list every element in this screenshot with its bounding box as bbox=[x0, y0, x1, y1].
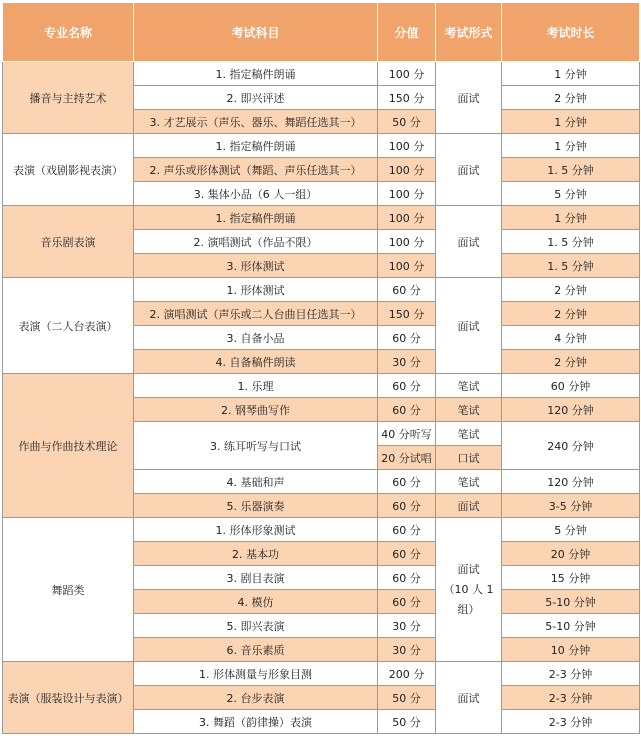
duration-cell: 120 分钟 bbox=[502, 470, 640, 494]
score-cell: 20 分试唱 bbox=[378, 446, 436, 470]
duration-cell: 60 分钟 bbox=[502, 374, 640, 398]
duration-cell: 2-3 分钟 bbox=[502, 662, 640, 686]
duration-cell: 5-10 分钟 bbox=[502, 590, 640, 614]
major-name-cell: 音乐剧表演 bbox=[3, 206, 134, 278]
duration-cell: 1. 5 分钟 bbox=[502, 254, 640, 278]
subject-cell: 4. 自备稿件朗读 bbox=[134, 350, 378, 374]
duration-cell: 20 分钟 bbox=[502, 542, 640, 566]
duration-cell: 2-3 分钟 bbox=[502, 686, 640, 710]
duration-cell: 2 分钟 bbox=[502, 350, 640, 374]
score-cell: 200 分 bbox=[378, 662, 436, 686]
duration-cell: 2 分钟 bbox=[502, 86, 640, 110]
exam-format-cell: 面试 bbox=[436, 134, 502, 206]
subject-cell: 2. 演唱测试（作品不限） bbox=[134, 230, 378, 254]
exam-format-cell: 笔试 bbox=[436, 398, 502, 422]
subject-cell: 2. 声乐或形体测试（舞蹈、声乐任选其一） bbox=[134, 158, 378, 182]
score-cell: 30 分 bbox=[378, 350, 436, 374]
subject-cell: 1. 形体测量与形象目测 bbox=[134, 662, 378, 686]
score-cell: 60 分 bbox=[378, 542, 436, 566]
duration-cell: 1 分钟 bbox=[502, 206, 640, 230]
subject-cell: 5. 即兴表演 bbox=[134, 614, 378, 638]
subject-cell: 3. 才艺展示（声乐、器乐、舞蹈任选其一） bbox=[134, 110, 378, 134]
subject-cell: 2. 演唱测试（声乐或二人台曲目任选其一） bbox=[134, 302, 378, 326]
table-header-row bbox=[3, 3, 640, 62]
exam-format-cell: 笔试 bbox=[436, 470, 502, 494]
exam-format-cell: 笔试 bbox=[436, 422, 502, 446]
subject-cell: 4. 基础和声 bbox=[134, 470, 378, 494]
duration-cell: 240 分钟 bbox=[502, 422, 640, 470]
subject-cell: 1. 指定稿件朗诵 bbox=[134, 62, 378, 86]
subject-cell: 3. 练耳听写与口试 bbox=[134, 422, 378, 470]
subject-cell: 1. 乐理 bbox=[134, 374, 378, 398]
duration-cell: 2 分钟 bbox=[502, 302, 640, 326]
score-cell: 30 分 bbox=[378, 614, 436, 638]
duration-cell: 1. 5 分钟 bbox=[502, 230, 640, 254]
score-cell: 60 分 bbox=[378, 566, 436, 590]
header-major: 专业名称 bbox=[3, 3, 134, 62]
major-name-cell: 播音与主持艺术 bbox=[3, 62, 134, 134]
duration-cell: 1. 5 分钟 bbox=[502, 158, 640, 182]
subject-cell: 3. 形体测试 bbox=[134, 254, 378, 278]
exam-format-cell: 面试 bbox=[436, 206, 502, 278]
score-cell: 100 分 bbox=[378, 254, 436, 278]
score-cell: 50 分 bbox=[378, 686, 436, 710]
table-row bbox=[3, 206, 640, 230]
score-cell: 100 分 bbox=[378, 62, 436, 86]
duration-cell: 2-3 分钟 bbox=[502, 710, 640, 734]
table-body bbox=[3, 62, 640, 734]
major-name-cell: 表演（戏剧影视表演） bbox=[3, 134, 134, 206]
table-row bbox=[3, 134, 640, 158]
score-cell: 100 分 bbox=[378, 182, 436, 206]
subject-cell: 1. 形体测试 bbox=[134, 278, 378, 302]
subject-cell: 3. 剧目表演 bbox=[134, 566, 378, 590]
score-cell: 60 分 bbox=[378, 518, 436, 542]
duration-cell: 2 分钟 bbox=[502, 278, 640, 302]
major-name-cell: 作曲与作曲技术理论 bbox=[3, 374, 134, 518]
score-cell: 60 分 bbox=[378, 278, 436, 302]
table-row bbox=[3, 62, 640, 86]
exam-format-cell: 面试 bbox=[436, 494, 502, 518]
subject-cell: 3. 集体小品（6 人一组） bbox=[134, 182, 378, 206]
table-row bbox=[3, 278, 640, 302]
duration-cell: 4 分钟 bbox=[502, 326, 640, 350]
subject-cell: 1. 指定稿件朗诵 bbox=[134, 134, 378, 158]
table-row bbox=[3, 518, 640, 542]
duration-cell: 120 分钟 bbox=[502, 398, 640, 422]
subject-cell: 2. 基本功 bbox=[134, 542, 378, 566]
score-cell: 150 分 bbox=[378, 302, 436, 326]
duration-cell: 3-5 分钟 bbox=[502, 494, 640, 518]
exam-format-cell: 面试 （10 人 1 组） bbox=[436, 518, 502, 662]
duration-cell: 5 分钟 bbox=[502, 182, 640, 206]
score-cell: 60 分 bbox=[378, 494, 436, 518]
score-cell: 100 分 bbox=[378, 230, 436, 254]
exam-format-cell: 口试 bbox=[436, 446, 502, 470]
major-name-cell: 表演（二人台表演） bbox=[3, 278, 134, 374]
major-name-cell: 舞蹈类 bbox=[3, 518, 134, 662]
subject-cell: 5. 乐器演奏 bbox=[134, 494, 378, 518]
exam-format-cell: 面试 bbox=[436, 278, 502, 374]
score-cell: 100 分 bbox=[378, 158, 436, 182]
exam-format-cell: 笔试 bbox=[436, 374, 502, 398]
score-cell: 60 分 bbox=[378, 326, 436, 350]
table-row bbox=[3, 374, 640, 398]
major-name-cell: 表演（服装设计与表演） bbox=[3, 662, 134, 734]
score-cell: 60 分 bbox=[378, 590, 436, 614]
score-cell: 40 分听写 bbox=[378, 422, 436, 446]
header-score: 分值 bbox=[378, 3, 436, 62]
exam-format-cell: 面试 bbox=[436, 662, 502, 734]
table-row bbox=[3, 662, 640, 686]
subject-cell: 4. 模仿 bbox=[134, 590, 378, 614]
exam-format-cell: 面试 bbox=[436, 62, 502, 134]
score-cell: 50 分 bbox=[378, 710, 436, 734]
duration-cell: 5-10 分钟 bbox=[502, 614, 640, 638]
duration-cell: 5 分钟 bbox=[502, 518, 640, 542]
score-cell: 60 分 bbox=[378, 374, 436, 398]
header-subject: 考试科目 bbox=[134, 3, 378, 62]
header-format: 考试形式 bbox=[436, 3, 502, 62]
subject-cell: 6. 音乐素质 bbox=[134, 638, 378, 662]
duration-cell: 1 分钟 bbox=[502, 110, 640, 134]
subject-cell: 3. 自备小品 bbox=[134, 326, 378, 350]
duration-cell: 10 分钟 bbox=[502, 638, 640, 662]
duration-cell: 1 分钟 bbox=[502, 62, 640, 86]
score-cell: 60 分 bbox=[378, 470, 436, 494]
subject-cell: 1. 形体形象测试 bbox=[134, 518, 378, 542]
score-cell: 100 分 bbox=[378, 134, 436, 158]
duration-cell: 1 分钟 bbox=[502, 134, 640, 158]
score-cell: 150 分 bbox=[378, 86, 436, 110]
exam-schedule-table bbox=[2, 2, 640, 734]
subject-cell: 2. 台步表演 bbox=[134, 686, 378, 710]
header-duration: 考试时长 bbox=[502, 3, 640, 62]
subject-cell: 2. 钢琴曲写作 bbox=[134, 398, 378, 422]
duration-cell: 15 分钟 bbox=[502, 566, 640, 590]
score-cell: 60 分 bbox=[378, 398, 436, 422]
score-cell: 30 分 bbox=[378, 638, 436, 662]
score-cell: 50 分 bbox=[378, 110, 436, 134]
subject-cell: 3. 舞蹈（韵律操）表演 bbox=[134, 710, 378, 734]
subject-cell: 1. 指定稿件朗诵 bbox=[134, 206, 378, 230]
subject-cell: 2. 即兴评述 bbox=[134, 86, 378, 110]
score-cell: 100 分 bbox=[378, 206, 436, 230]
